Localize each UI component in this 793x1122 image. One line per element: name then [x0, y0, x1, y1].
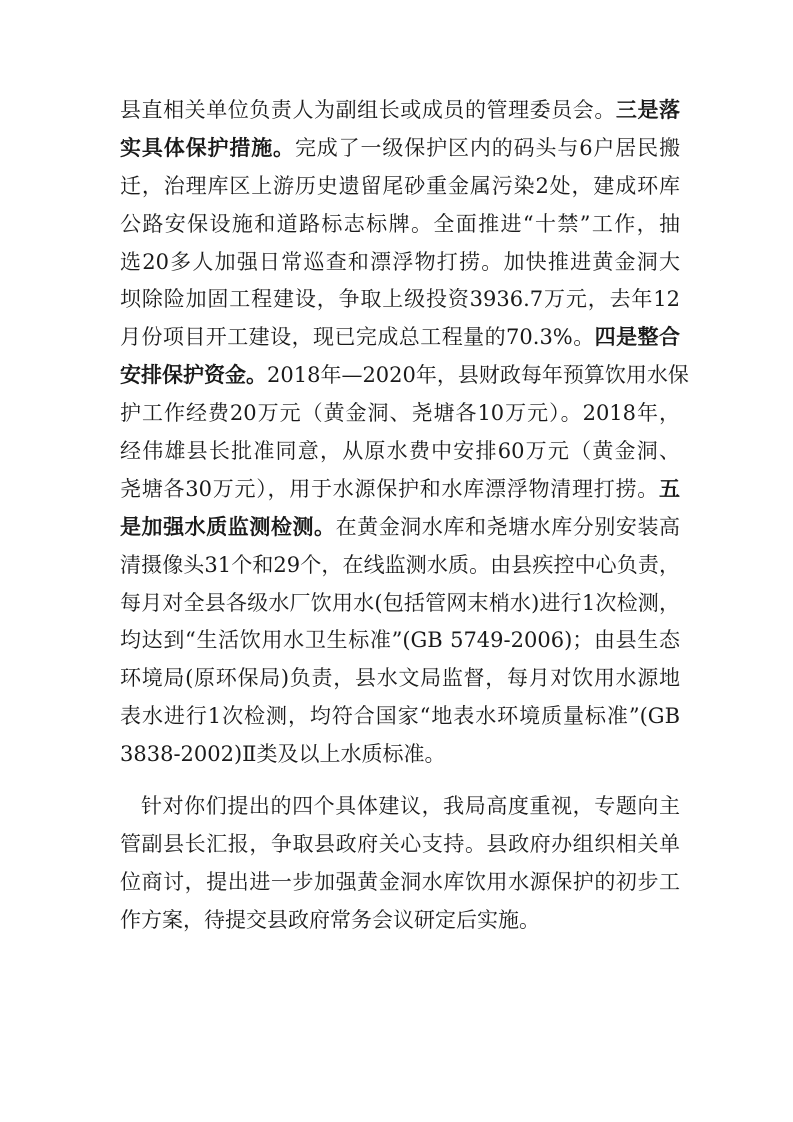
text-line	[120, 471, 680, 509]
bold-heading: 四是整合	[594, 325, 680, 350]
bold-heading: 三是落	[615, 98, 681, 122]
text-line	[120, 130, 680, 168]
text-line: 经伟雄县长批准同意，从原水费中安排60万元（黄金洞、	[120, 439, 680, 464]
text-run: 尧塘各30万元），用于水源保护和水库漂浮物清理打捞。	[120, 476, 659, 501]
text-line: 环境局(原环保局)负责，县水文局监督，每月对饮用水源地	[120, 666, 680, 691]
text-run: 月份项目开工建设，现已完成总工程量的70.3%。	[120, 325, 595, 350]
text-line	[120, 319, 680, 357]
text-run: 完成了一级保护区内的码头与6户居民搬	[294, 135, 681, 160]
text-line: 清摄像头31个和29个，在线监测水质。由县疾控中心负责，	[120, 552, 680, 577]
text-line: 3838-2002)Ⅱ类及以上水质标准。	[120, 742, 446, 767]
text-line: 公路安保设施和道路标志标牌。全面推进“十禁”工作，抽	[120, 211, 680, 236]
text-line: 位商讨，提出进一步加强黄金洞水库饮用水源保护的初步工	[120, 869, 680, 894]
document-page	[120, 92, 689, 940]
paragraph-measures	[120, 92, 689, 940]
text-line	[120, 92, 680, 130]
text-run: 2018年—2020年，县财政每年预算饮用水保	[267, 363, 689, 388]
text-run: 在黄金洞水库和尧塘水库分别安装高	[335, 514, 681, 539]
text-line: 坝除险加固工程建设，争取上级投资3936.7万元，去年12	[120, 287, 680, 312]
text-line: 均达到“生活饮用水卫生标准”(GB 5749-2006)；由县生态	[120, 628, 680, 653]
text-line: 护工作经费20万元（黄金洞、尧塘各10万元）。2018年，	[120, 401, 680, 426]
text-line: 表水进行1次检测，均符合国家“地表水环境质量标准”(GB	[120, 704, 680, 729]
text-line: 作方案，待提交县政府常务会议研定后实施。	[120, 907, 540, 932]
text-line: 迁，治理库区上游历史遗留尾砂重金属污染2处，建成环库	[120, 173, 680, 198]
bold-heading: 安排保护资金。	[120, 363, 267, 388]
bold-heading: 五	[659, 476, 680, 501]
text-line	[120, 357, 689, 395]
text-line: 管副县长汇报，争取县政府关心支持。县政府办组织相关单	[120, 831, 680, 856]
bold-heading: 是加强水质监测检测。	[120, 514, 336, 539]
text-line: 针对你们提出的四个具体建议，我局高度重视，专题向主	[141, 794, 680, 819]
text-line	[120, 509, 680, 547]
bold-heading: 实具体保护措施。	[120, 135, 295, 160]
text-run: 县直相关单位负责人为副组长或成员的管理委员会。	[120, 98, 616, 122]
text-line: 选20多人加强日常巡查和漂浮物打捞。加快推进黄金洞大	[120, 249, 680, 274]
text-line: 每月对全县各级水厂饮用水(包括管网末梢水)进行1次检测，	[120, 590, 680, 615]
